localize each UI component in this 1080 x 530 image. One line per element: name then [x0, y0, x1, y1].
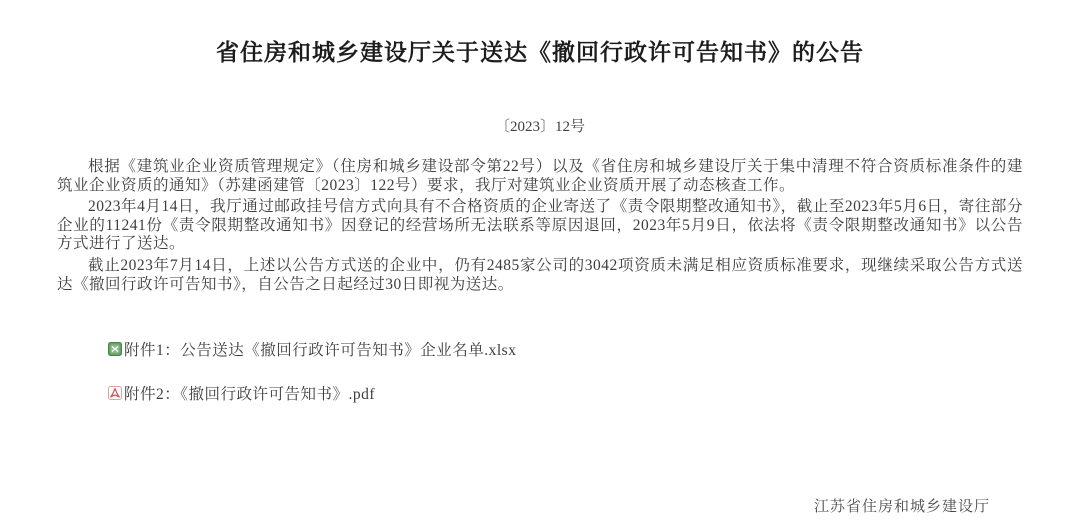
attachments-section — [45, 338, 1035, 404]
document-body — [45, 158, 1035, 294]
attachment-link-pdf[interactable] — [108, 382, 1035, 404]
page-title: 省住房和城乡建设厅关于送达《撤回行政许可告知书》的公告 — [216, 39, 864, 65]
attachment-label: 附件2：《撤回行政许可告知书》.pdf — [124, 386, 376, 404]
issuing-agency-signature: 江苏省住房和城乡建设厅 — [813, 499, 990, 515]
body-paragraph: 截止2023年7月14日，上述以公告方式送的企业中，仍有2485家公司的3042项资质未满足相应资质标准要求，现继续采取公告方式送达《撤回行政许可告知书》，自公告之日起经过30日即视为送达。 — [57, 256, 1023, 293]
excel-file-icon — [108, 342, 122, 356]
pdf-file-icon — [108, 386, 122, 400]
body-paragraph: 2023年4月14日，我厅通过邮政挂号信方式向具有不合格资质的企业寄送了《责令限期整改通知书》，截止至2023年5月6日，寄往部分企业的11241份《责令限期整改通知书》因登记的经营场所无法联系等原因退回，2023年5月9日，依法将《责令限期整改通知书》以公告方式进行了送达。 — [57, 198, 1023, 253]
body-paragraph: 根据《建筑业企业资质管理规定》（住房和城乡建设部令第22号）以及《省住房和城乡建设厅关于集中清理不符合资质标准条件的建筑业企业资质的通知》（苏建函建管〔2023〕122号）要求，我厅对建筑业企业资质开展了动态核查工作。 — [57, 158, 1023, 194]
attachment-link-xlsx[interactable] — [108, 338, 1035, 360]
attachment-label: 附件1：公告送达《撤回行政许可告知书》企业名单.xlsx — [124, 342, 517, 360]
document-number: 〔2023〕12号 — [494, 119, 585, 135]
